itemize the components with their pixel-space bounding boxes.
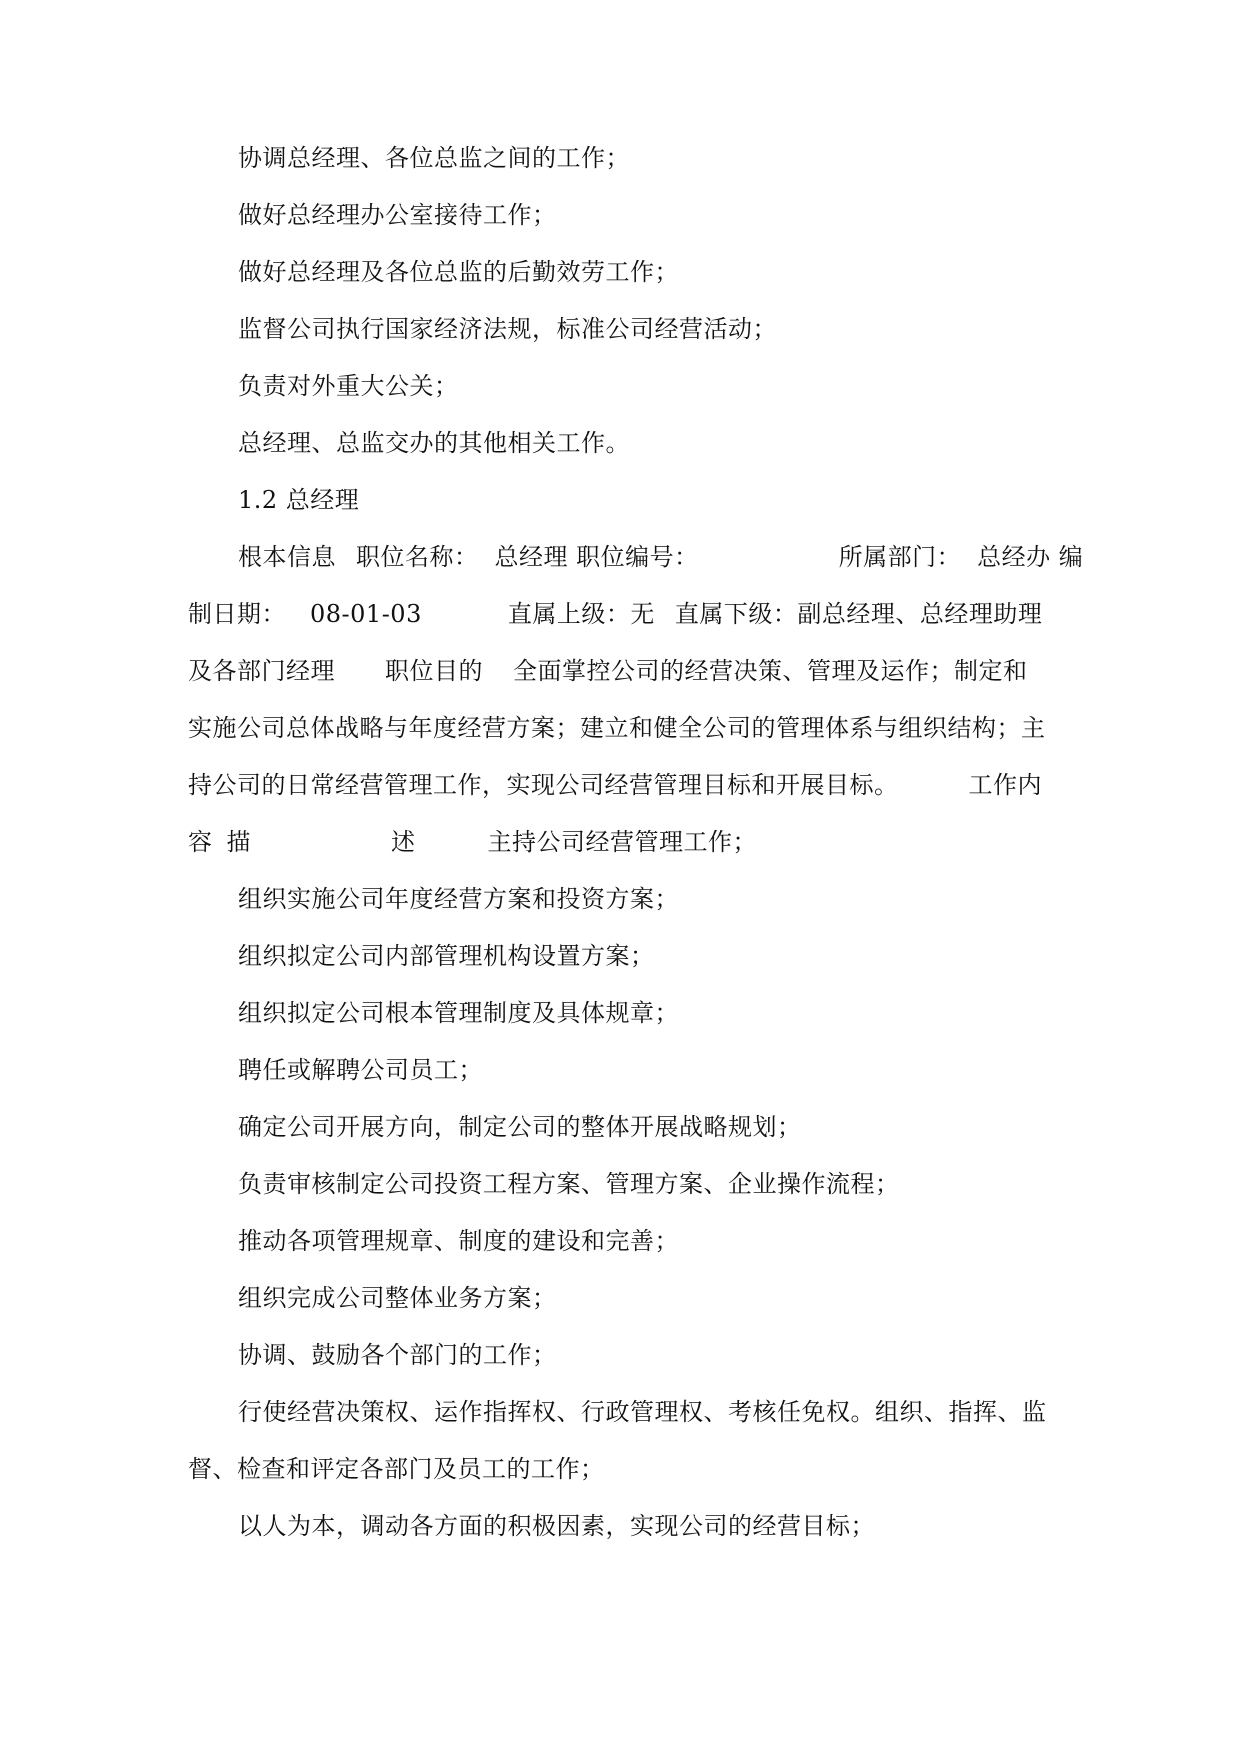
paragraph: 确定公司开展方向，制定公司的整体开展战略规划；	[238, 1113, 802, 1141]
info-label-department: 所属部门：	[838, 543, 962, 571]
info-subordinates: 直属下级：副总经理、总经理助理	[674, 600, 1043, 628]
basic-info-block	[188, 529, 1084, 871]
info-purpose-text: 全面掌控公司的经营决策、管理及运作；制定和	[513, 657, 1028, 685]
paragraph-line: 督、检查和评定各部门及员工的工作；	[188, 1455, 605, 1483]
info-label-purpose: 职位目的	[385, 657, 483, 685]
paragraph: 总经理、总监交办的其他相关工作。	[238, 429, 630, 457]
info-work-first: 主持公司经营管理工作；	[487, 828, 757, 856]
info-value-date: 08-01-03	[310, 600, 422, 628]
paragraph: 组织完成公司整体业务方案；	[238, 1284, 557, 1312]
paragraph: 推动各项管理规章、制度的建设和完善；	[238, 1227, 679, 1255]
document-body	[188, 130, 1084, 1555]
info-line-5	[188, 757, 1052, 814]
paragraph: 聘任或解聘公司员工；	[238, 1056, 483, 1084]
info-line-2	[188, 586, 1052, 643]
info-label-work-content: 工作内	[968, 771, 1042, 799]
info-superior: 直属上级：无	[507, 600, 655, 628]
info-label-basic: 根本信息	[238, 543, 336, 571]
info-value-department: 总经办 编	[977, 543, 1084, 571]
info-label-rong: 容	[188, 828, 213, 856]
paragraph: 组织实施公司年度经营方案和投资方案；	[238, 885, 679, 913]
paragraph: 协调、鼓励各个部门的工作；	[238, 1341, 557, 1369]
paragraph: 协调总经理、各位总监之间的工作；	[238, 144, 630, 172]
info-line-4: 实施公司总体战略与年度经营方案；建立和健全公司的管理体系与组织结构；主	[188, 714, 1046, 742]
section-heading: 1.2 总经理	[238, 486, 360, 514]
info-label-shu: 述	[391, 828, 416, 856]
paragraph: 做好总经理办公室接待工作；	[238, 201, 557, 229]
paragraph-line: 行使经营决策权、运作指挥权、行政管理权、考核任免权。组织、指挥、监	[238, 1398, 1047, 1426]
paragraph-long	[188, 1384, 1052, 1498]
info-label-date: 制日期：	[188, 600, 286, 628]
paragraph: 组织拟定公司内部管理机构设置方案；	[238, 942, 655, 970]
info-value-position: 总经理 职位编号：	[494, 543, 699, 571]
info-line-6	[188, 814, 1052, 871]
info-line-1	[188, 529, 1084, 586]
info-line-3	[188, 643, 1052, 700]
paragraph: 以人为本，调动各方面的积极因素，实现公司的经营目标；	[238, 1512, 875, 1540]
info-label-position-name: 职位名称：	[356, 543, 479, 571]
info-purpose-end: 持公司的日常经营管理工作，实现公司经营管理目标和开展目标。	[188, 771, 899, 799]
paragraph: 做好总经理及各位总监的后勤效劳工作；	[238, 258, 679, 286]
paragraph: 负责审核制定公司投资工程方案、管理方案、企业操作流程；	[238, 1170, 900, 1198]
paragraph: 组织拟定公司根本管理制度及具体规章；	[238, 999, 679, 1027]
paragraph: 负责对外重大公关；	[238, 372, 459, 400]
info-label-miao: 描	[226, 828, 251, 856]
info-subordinates-cont: 及各部门经理	[188, 657, 335, 685]
paragraph: 监督公司执行国家经济法规，标准公司经营活动；	[238, 315, 777, 343]
